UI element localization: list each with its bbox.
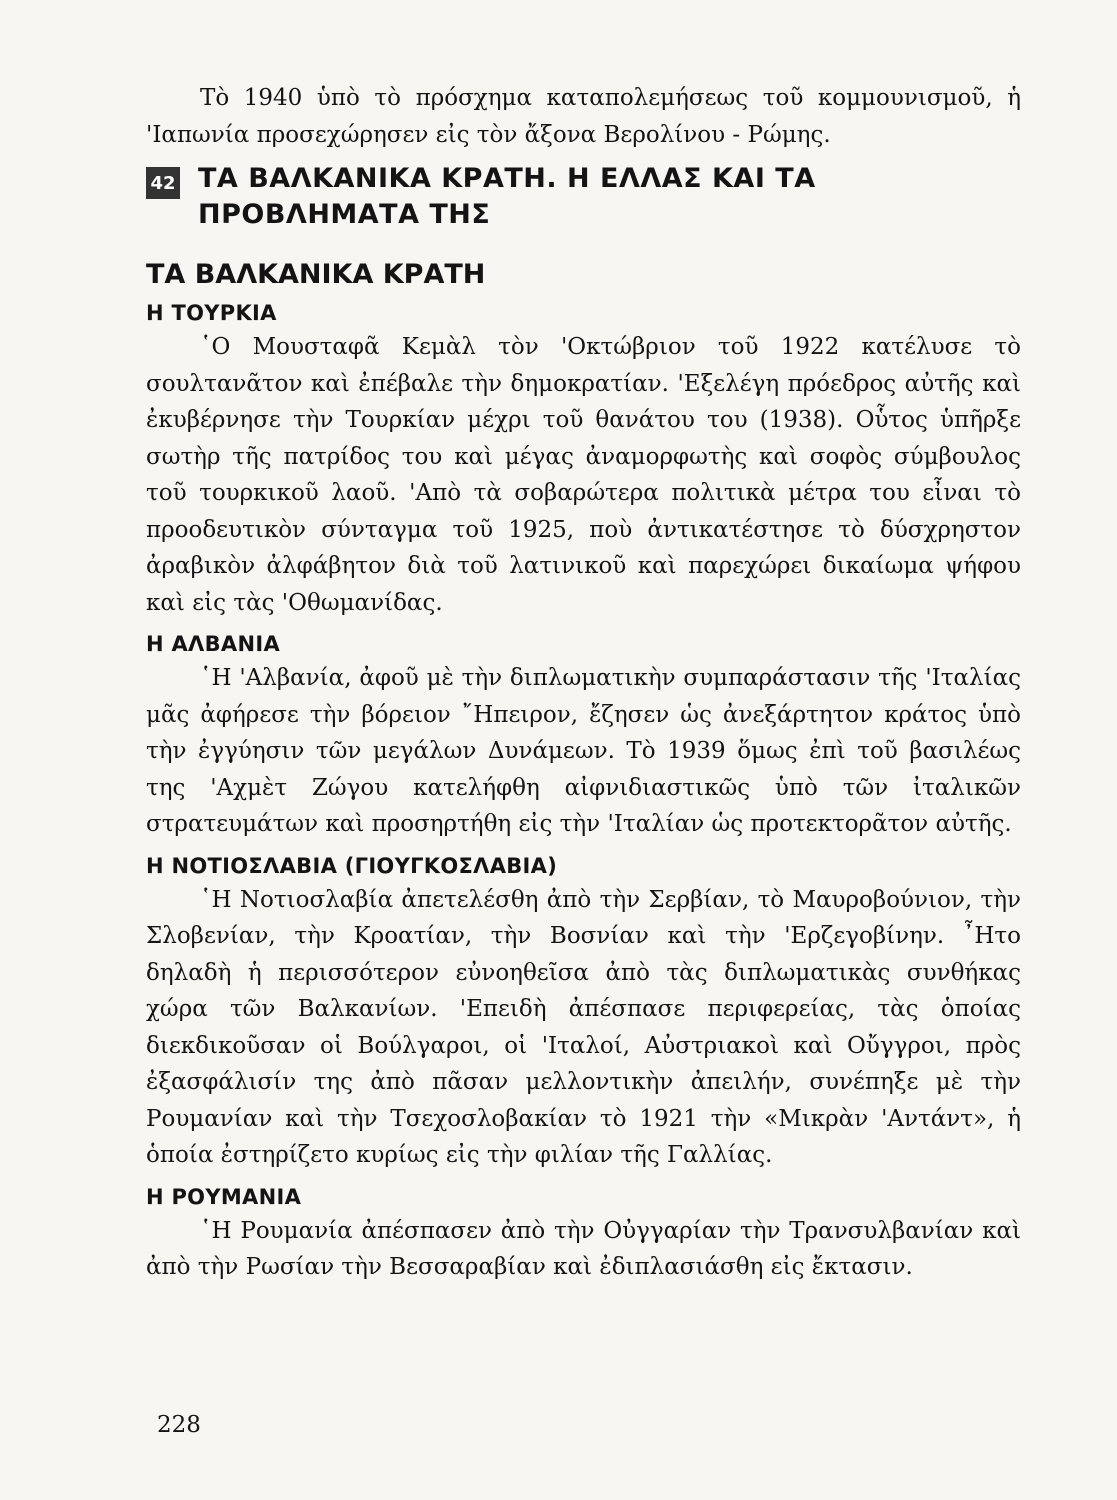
paragraph-romania: ῾Η Ρουμανία ἀπέσπασεν ἀπὸ τὴν Οὐγγαρίαν τὴν Τρανσυλβανίαν καὶ ἀπὸ τὴν Ρωσίαν τὴν Βεσσαραβίαν καὶ ἐδιπλασιάσθη εἰς ἔκτασιν. — [146, 1217, 1021, 1280]
paragraph-yugoslavia: ῾Η Νοτιοσλαβία ἀπετελέσθη ἀπὸ τὴν Σερβίαν, τὸ Μαυροβούνιον, τὴν Σλοβενίαν, τὴν Κροατίαν, τὴν Βοσνίαν καὶ τὴν 'Ερζεγοβίνην. ῏Ητο δηλαδὴ ἡ περισσότερον εὐνοηθεῖσα ἀπὸ τὰς διπλωματικὰς συνθήκας χώρα τῶν Βαλκανίων. 'Επειδὴ ἀπέσπασε περιφερείας, τὰς ὁποίας διεκδικοῦσαν οἱ Βούλγαροι, οἱ 'Ιταλοί, Αὐστριακοὶ καὶ Οὔγγροι, πρὸς ἐξασφάλισίν της ἀπὸ πᾶσαν μελλοντικὴν ἀπειλήν, συνέπηξε μὲ τὴν Ρουμανίαν καὶ τὴν Τσεχοσλοβακίαν τὸ 1921 τὴν «Μικρὰν 'Αντάντ», ἡ ὁποία ἐστηρίζετο κυρίως εἰς τὴν φιλίαν τῆς Γαλλίας. — [146, 886, 1021, 1168]
subsection-title-turkey: Η ΤΟΥΡΚΙΑ — [146, 301, 277, 325]
page-number: 228 — [157, 1412, 201, 1438]
chapter-heading — [146, 161, 1021, 233]
intro-paragraph: Τὸ 1940 ὑπὸ τὸ πρόσχημα καταπολεμήσεως τοῦ κομμουνισμοῦ, ἡ 'Ιαπωνία προσεχώρησεν εἰς τὸν ἄξονα Βερολίνου - Ρώμης. — [146, 85, 1021, 148]
subsection-title-albania: Η ΑΛΒΑΝΙΑ — [146, 632, 280, 656]
paragraph-turkey: ῾Ο Μουσταφᾶ Κεμὰλ τὸν 'Οκτώβριον τοῦ 1922 κατέλυσε τὸ σουλτανᾶτον καὶ ἐπέβαλε τὴν δημοκρατίαν. 'Εξελέγη πρόεδρος αὐτῆς καὶ ἐκυβέρνησε τὴν Τουρκίαν μέχρι τοῦ θανάτου του (1938). Οὗτος ὑπῆρξε σωτὴρ τῆς πατρίδος του καὶ μέγας ἀναμορφωτὴς καὶ σοφὸς σύμβουλος τοῦ τουρκικοῦ λαοῦ. 'Απὸ τὰ σοβαρώτερα πολιτικὰ μέτρα του εἶναι τὸ προοδευτικὸν σύνταγμα τοῦ 1925, ποὺ ἀντικατέστησε τὸ δύσχρηστον ἀραβικὸν ἀλφάβητον διὰ τοῦ λατινικοῦ καὶ παρεχώρει δικαίωμα ψήφου καὶ εἰς τὰς 'Οθωμανίδας. — [146, 334, 1021, 616]
subsection-title-romania: Η ΡΟΥΜΑΝΙΑ — [146, 1184, 302, 1209]
chapter-number-badge: 42 — [146, 167, 180, 199]
page-body — [146, 80, 1021, 1286]
paragraph-albania: ῾Η 'Αλβανία, ἀφοῦ μὲ τὴν διπλωματικὴν συμπαράστασιν τῆς 'Ιταλίας μᾶς ἀφήρεσε τὴν βόρειον ῎Ηπειρον, ἔζησεν ὡς ἀνεξάρτητον κράτος ὑπὸ τὴν ἐγγύησιν τῶν μεγάλων Δυνάμεων. Τὸ 1939 ὅμως ἐπὶ τοῦ βασιλέως της 'Αχμὲτ Ζώγου κατελήφθη αἰφνιδιαστικῶς ὑπὸ τῶν ἰταλικῶν στρατευμάτων καὶ προσηρτήθη εἰς τὴν 'Ιταλίαν ὡς προτεκτορᾶτον αὐτῆς. — [146, 665, 1021, 837]
chapter-title: ΤΑ ΒΑΛΚΑΝΙΚΑ ΚΡΑΤΗ. Η ΕΛΛΑΣ ΚΑΙ ΤΑ ΠΡΟΒΛΗΜΑΤΑ ΤΗΣ — [198, 163, 816, 230]
subsection-title-yugoslavia: Η ΝΟΤΙΟΣΛΑΒΙΑ (ΓΙΟΥΓΚΟΣΛΑΒΙΑ) — [146, 853, 558, 878]
section-title: ΤΑ ΒΑΛΚΑΝΙΚΑ ΚΡΑΤΗ — [146, 259, 486, 290]
